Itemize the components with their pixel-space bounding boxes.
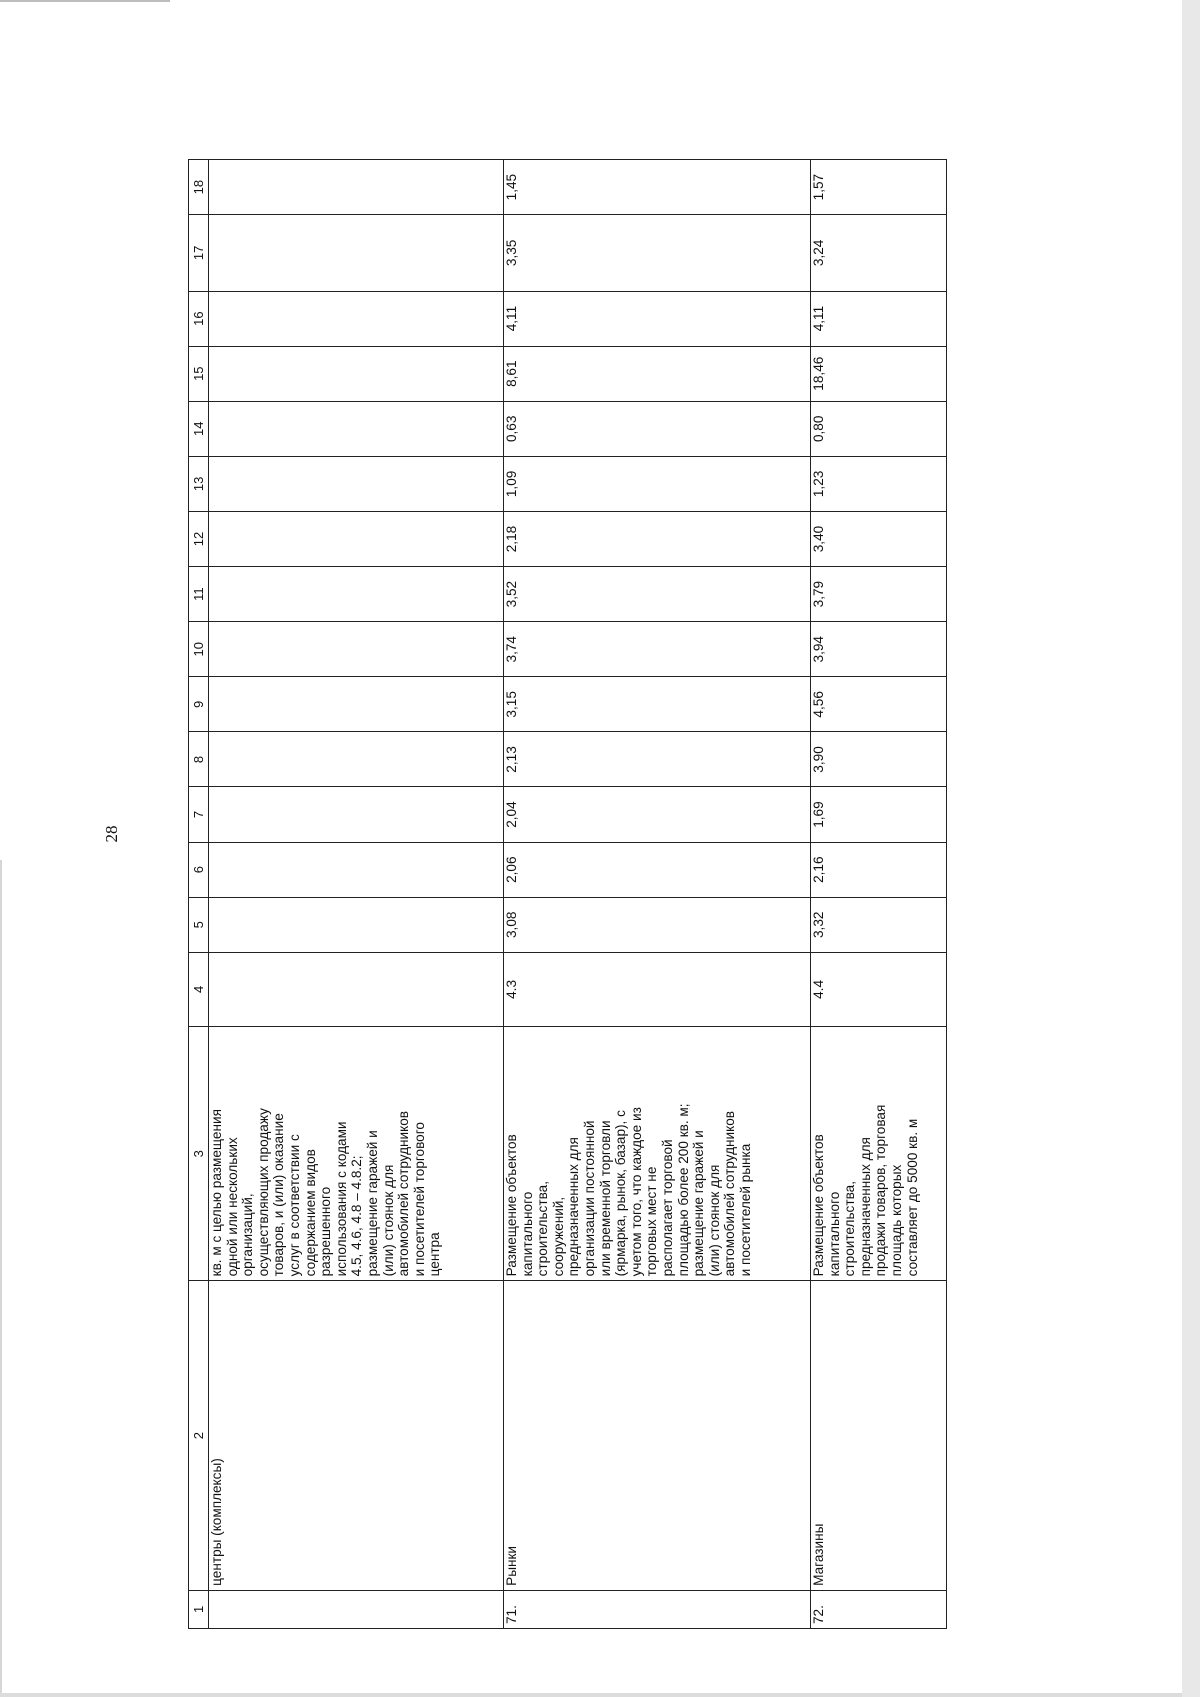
value-cell	[209, 622, 504, 677]
header-cell: 12	[189, 511, 209, 566]
data-table	[188, 159, 947, 1629]
header-cell: 5	[189, 897, 209, 952]
header-cell: 14	[189, 401, 209, 456]
header-cell: 10	[189, 622, 209, 677]
value-cell: 2,18	[504, 511, 811, 566]
value-cell: 4,11	[811, 291, 947, 346]
header-cell: 15	[189, 346, 209, 401]
value-cell	[209, 401, 504, 456]
value-cell: 3,40	[811, 511, 947, 566]
value-cell: 3,24	[811, 215, 947, 291]
header-cell: 7	[189, 787, 209, 842]
value-cell	[209, 346, 504, 401]
value-cell: 0,80	[811, 401, 947, 456]
value-cell: 4,56	[811, 677, 947, 732]
header-row	[189, 160, 209, 1629]
value-cell	[209, 677, 504, 732]
row-number: 71.	[504, 1590, 811, 1628]
value-cell: 1,23	[811, 456, 947, 511]
value-cell	[209, 842, 504, 897]
scan-edge-top	[0, 0, 170, 2]
value-cell: 1,69	[811, 787, 947, 842]
value-cell: 2,13	[504, 732, 811, 787]
value-cell	[209, 732, 504, 787]
header-cell: 13	[189, 456, 209, 511]
value-cell: 2,16	[811, 842, 947, 897]
value-cell: 3,79	[811, 567, 947, 622]
header-cell: 6	[189, 842, 209, 897]
row-code: 4.3	[504, 952, 811, 1026]
value-cell: 18,46	[811, 346, 947, 401]
table-row	[209, 160, 504, 1629]
value-cell: 3,94	[811, 622, 947, 677]
header-cell: 4	[189, 952, 209, 1026]
value-cell: 3,35	[504, 215, 811, 291]
value-cell: 1,57	[811, 160, 947, 215]
row-number	[209, 1590, 504, 1628]
value-cell: 3,08	[504, 897, 811, 952]
scan-margin-right	[1182, 0, 1200, 1697]
value-cell: 3,52	[504, 567, 811, 622]
scan-edge-bottom	[0, 1693, 1182, 1697]
row-name: центры (комплексы)	[209, 1281, 504, 1590]
value-cell	[209, 160, 504, 215]
header-cell: 18	[189, 160, 209, 215]
value-cell: 4,11	[504, 291, 811, 346]
value-cell: 1,09	[504, 456, 811, 511]
value-cell	[209, 456, 504, 511]
header-cell: 8	[189, 732, 209, 787]
page-number: 28	[102, 825, 121, 843]
value-cell: 8,61	[504, 346, 811, 401]
header-cell: 11	[189, 567, 209, 622]
header-cell: 16	[189, 291, 209, 346]
row-description: кв. м с целью размещения одной или нескольких организаций, осуществляющих продажу товаров, и (или) оказание услуг в соответствии с содержанием видов разрешенного использования с кодами 4.5, 4.6, 4.8 – 4.8.2; размещение гаражей и (или) стоянок для автомобилей сотрудников и посетителей торгового центра	[209, 1027, 504, 1281]
value-cell: 2,06	[504, 842, 811, 897]
table-row	[504, 160, 811, 1629]
value-cell: 3,74	[504, 622, 811, 677]
row-name: Магазины	[811, 1281, 947, 1590]
header-cell: 9	[189, 677, 209, 732]
value-cell: 0,63	[504, 401, 811, 456]
header-cell: 3	[189, 1027, 209, 1281]
row-description: Размещение объектов капитального строительства, сооружений, предназначенных для организации постоянной или временной торговли (ярмарка, рынок, базар), с учетом того, что каждое из торговых мест не располагает торговой площадью более 200 кв. м; размещение гаражей и (или) стоянок для автомобилей сотрудников и посетителей рынка	[504, 1027, 811, 1281]
value-cell: 3,15	[504, 677, 811, 732]
value-cell: 2,04	[504, 787, 811, 842]
header-cell: 1	[189, 1590, 209, 1628]
value-cell	[209, 567, 504, 622]
value-cell: 3,32	[811, 897, 947, 952]
row-code: 4.4	[811, 952, 947, 1026]
value-cell	[209, 511, 504, 566]
header-cell: 17	[189, 215, 209, 291]
value-cell	[209, 897, 504, 952]
scan-edge-left	[0, 860, 2, 1697]
value-cell: 1,45	[504, 160, 811, 215]
row-name: Рынки	[504, 1281, 811, 1590]
row-code	[209, 952, 504, 1026]
value-cell	[209, 215, 504, 291]
rotated-table-frame	[188, 159, 946, 1629]
value-cell: 3,90	[811, 732, 947, 787]
table-row	[811, 160, 947, 1629]
header-cell: 2	[189, 1281, 209, 1590]
row-description: Размещение объектов капитального строительства, предназначенных для продажи товаров, торговая площадь которых составляет до 5000 кв. м	[811, 1027, 947, 1281]
row-number: 72.	[811, 1590, 947, 1628]
value-cell	[209, 291, 504, 346]
value-cell	[209, 787, 504, 842]
